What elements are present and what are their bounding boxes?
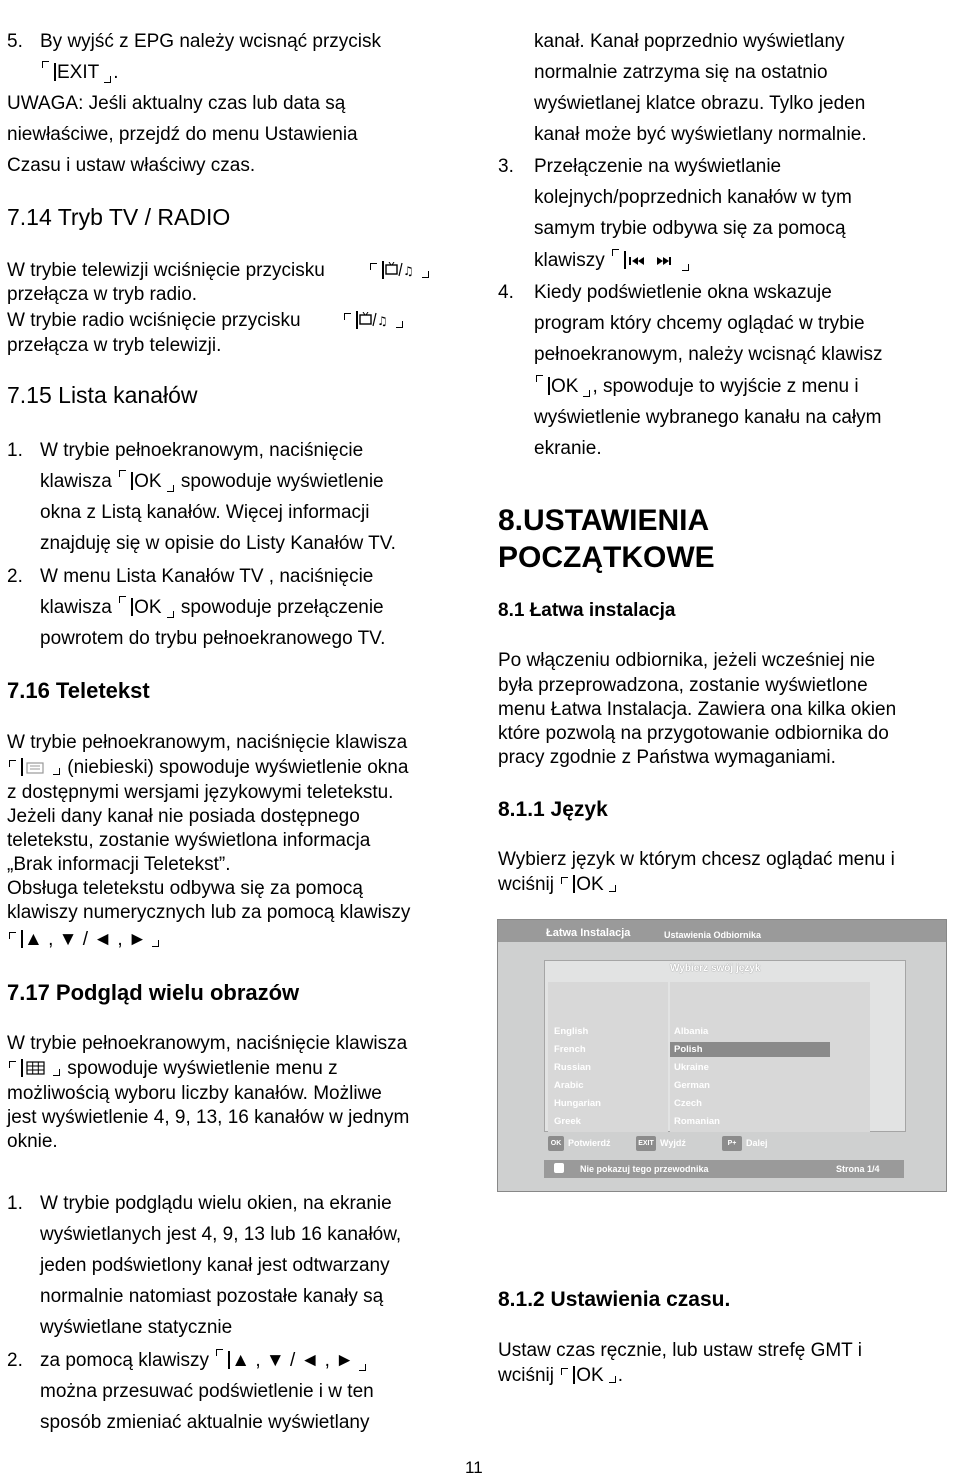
- paragraph-line: jest wyświetlenie 4, 9, 13, 16 kanałów w jednym: [7, 1107, 410, 1128]
- page-indicator: Strona 1/4: [836, 1164, 880, 1174]
- paragraph-line: oknie.: [7, 1131, 58, 1152]
- screenshot-title: Łatwa Instalacja: [546, 927, 631, 939]
- paragraph-line: program który chcemy oglądać w trybie: [534, 313, 865, 334]
- language-item-selected[interactable]: Polish: [674, 1044, 703, 1055]
- paragraph-line: spowoduje wyświetlenie menu z: [7, 1057, 338, 1081]
- teletext-key-icon: [7, 756, 62, 780]
- footer-text: Nie pokazuj tego przewodnika: [580, 1164, 709, 1174]
- tv-radio-key-icon: [342, 309, 405, 333]
- paragraph-line: wciśnij OK: [498, 873, 618, 897]
- paragraph-line: menu Łatwa Instalacja. Zawiera ona kilka okien: [498, 699, 897, 720]
- grid-key-icon: [7, 1057, 62, 1081]
- paragraph-line: OK , spowoduje to wyjście z menu i: [534, 371, 859, 402]
- arrow-keys: ▲ , ▼ / ◄ , ►: [7, 928, 161, 952]
- paragraph-line: Jeżeli dany kanał nie posiada dostępnego: [7, 806, 360, 827]
- language-item[interactable]: French: [554, 1044, 586, 1055]
- item-number: 1.: [7, 440, 23, 461]
- paragraph-line: wyświetlane statycznie: [40, 1317, 233, 1338]
- paragraph-line: „Brak informacji Teletekst”.: [7, 854, 231, 875]
- chapter-heading: POCZĄTKOWE: [498, 541, 715, 574]
- paragraph-line: klawisza OK spowoduje przełączenie: [40, 592, 384, 623]
- language-item[interactable]: Romanian: [674, 1116, 720, 1127]
- paragraph-line: klawisza OK spowoduje wyświetlenie: [40, 466, 384, 497]
- paragraph-line: ekranie.: [534, 438, 602, 459]
- ok-key-icon: OK: [534, 371, 592, 402]
- paragraph-line: Obsługa teletekstu odbywa się za pomocą: [7, 878, 363, 899]
- paragraph-line: pracy zgodnie z Państwa wymaganiami.: [498, 747, 836, 768]
- paragraph-line: normalnie zatrzyma się na ostatnio: [534, 62, 828, 83]
- paragraph-line: przełącza w tryb telewizji.: [7, 335, 222, 356]
- paragraph-line: kanał może być wyświetlany normalnie.: [534, 124, 867, 145]
- panel-header: Wybierz swój język: [670, 963, 761, 974]
- ok-key-icon: OK: [117, 466, 175, 497]
- chapter-heading: 8.USTAWIENIA: [498, 504, 710, 537]
- paragraph-line: wyświetlanej klatce obrazu. Tylko jeden: [534, 93, 866, 114]
- language-item[interactable]: Czech: [674, 1098, 702, 1109]
- section-heading: 7.14 Tryb TV / RADIO: [7, 204, 231, 230]
- warning-line: niewłaściwe, przejdź do menu Ustawienia: [7, 124, 358, 145]
- section-heading: 8.1.2 Ustawienia czasu.: [498, 1288, 731, 1311]
- item-number: 2.: [7, 1350, 23, 1371]
- paragraph-line: wyświetlanych jest 4, 9, 13 lub 16 kanałów,: [40, 1224, 402, 1245]
- paragraph-line: była przeprowadzona, zostanie wyświetlone: [498, 675, 868, 696]
- language-item[interactable]: Albania: [674, 1026, 709, 1037]
- item-number: 2.: [7, 566, 23, 587]
- paragraph-line: kolejnych/poprzednich kanałów w tym: [534, 187, 852, 208]
- next-button[interactable]: P+: [722, 1136, 742, 1151]
- ok-button[interactable]: OK: [548, 1136, 564, 1151]
- section-heading: 7.16 Teletekst: [7, 678, 150, 703]
- page-number: 11: [465, 1458, 483, 1477]
- screenshot-subtitle: Ustawienia Odbiornika: [664, 930, 762, 940]
- ok-button-label: Potwierdź: [568, 1138, 611, 1148]
- screenshot-footer: [544, 1160, 904, 1178]
- paragraph-line: Kiedy podświetlenie okna wskazuje: [534, 282, 832, 303]
- paragraph-line: samym trybie odbywa się za pomocą: [534, 218, 846, 239]
- ok-key-icon: OK: [117, 592, 175, 623]
- item-number: 3.: [498, 156, 514, 177]
- item-number: 1.: [7, 1193, 23, 1214]
- paragraph-line: W trybie radio wciśnięcie przycisku: [7, 310, 301, 331]
- paragraph-line: (niebieski) spowoduje wyświetlenie okna: [7, 756, 408, 780]
- paragraph-line: klawiszy numerycznych lub za pomocą klawiszy: [7, 902, 411, 923]
- next-button-label: Dalej: [746, 1138, 768, 1148]
- checkbox-icon[interactable]: [554, 1163, 564, 1173]
- paragraph-line: Po włączeniu odbiornika, jeżeli wcześniej nie: [498, 650, 876, 671]
- paragraph-line: przełącza w tryb radio.: [7, 284, 198, 305]
- language-list-left: [548, 982, 668, 1132]
- section-heading: 8.1 Łatwa instalacja: [498, 600, 676, 621]
- language-item[interactable]: Ukraine: [674, 1062, 709, 1073]
- language-item[interactable]: Arabic: [554, 1080, 584, 1091]
- paragraph-line: Wybierz język w którym chcesz oglądać menu i: [498, 849, 895, 870]
- paragraph-line: powrotem do trybu pełnoekranowego TV.: [40, 628, 386, 649]
- paragraph-line: można przesuwać podświetlenie i w ten: [40, 1381, 374, 1402]
- paragraph-line: klawiszy: [534, 245, 691, 276]
- key-label: EXIT .: [40, 57, 119, 88]
- ok-key-icon: OK: [559, 873, 617, 897]
- paragraph-line: W trybie pełnoekranowym, naciśnięcie: [40, 440, 364, 461]
- paragraph-line: Przełączenie na wyświetlanie: [534, 156, 782, 177]
- paragraph-line: W trybie pełnoekranowym, naciśnięcie klawisza: [7, 732, 408, 753]
- paragraph-line: jeden podświetlony kanał jest odtwarzany: [40, 1255, 390, 1276]
- paragraph-line: pełnoekranowym, należy wcisnąć klawisz: [534, 344, 883, 365]
- paragraph-line: Ustaw czas ręcznie, lub ustaw strefę GMT i: [498, 1340, 862, 1361]
- paragraph-line: teletekstu, zostanie wyświetlona informacja: [7, 830, 371, 851]
- warning-line: Czasu i ustaw właściwy czas.: [7, 155, 256, 176]
- section-heading: 7.17 Podgląd wielu obrazów: [7, 980, 300, 1005]
- paragraph-line: W trybie telewizji wciśnięcie przycisku: [7, 260, 325, 281]
- exit-button[interactable]: EXIT: [636, 1136, 656, 1151]
- paragraph-line: okna z Listą kanałów. Więcej informacji: [40, 502, 370, 523]
- svg-text:♫: ♫: [403, 264, 414, 278]
- language-list-right: [670, 982, 870, 1132]
- paragraph-line: W trybie podglądu wielu okien, na ekranie: [40, 1193, 392, 1214]
- item-number: 5.: [7, 31, 23, 52]
- section-heading: 8.1.1 Język: [498, 798, 608, 821]
- language-item[interactable]: English: [554, 1026, 589, 1037]
- item-number: 4.: [498, 282, 514, 303]
- paragraph-line: By wyjść z EPG należy wcisnąć przycisk: [40, 31, 382, 52]
- paragraph-line: kanał. Kanał poprzednio wyświetlany: [534, 31, 845, 52]
- tv-radio-key-icon: [368, 259, 431, 283]
- paragraph-line: sposób zmieniać aktualnie wyświetlany: [40, 1412, 370, 1433]
- svg-text:♫: ♫: [377, 314, 388, 328]
- paragraph-line: możliwością wyboru liczby kanałów. Możliwe: [7, 1083, 382, 1104]
- button-row: [544, 1136, 864, 1154]
- language-item[interactable]: Russian: [554, 1062, 591, 1073]
- paragraph-line: wyświetlenie wybranego kanału na całym: [534, 407, 882, 428]
- paragraph-line: które pozwolą na przygotowanie odbiornika do: [498, 723, 889, 744]
- section-heading: 7.15 Lista kanałów: [7, 382, 198, 408]
- language-item[interactable]: German: [674, 1080, 710, 1091]
- warning-line: UWAGA: Jeśli aktualny czas lub data są: [7, 93, 346, 114]
- language-item[interactable]: Greek: [554, 1116, 581, 1127]
- paragraph-line: W trybie pełnoekranowym, naciśnięcie klawisza: [7, 1033, 408, 1054]
- paragraph-line: normalnie natomiast pozostałe kanały są: [40, 1286, 384, 1307]
- language-item[interactable]: Hungarian: [554, 1098, 601, 1109]
- exit-button-label: Wyjdź: [660, 1138, 686, 1148]
- paragraph-line: z dostępnymi wersjami językowymi teletekstu.: [7, 782, 394, 803]
- paragraph-line: za pomocą klawiszy ▲ , ▼ / ◄ , ►: [40, 1345, 368, 1376]
- paragraph-line: W menu Lista Kanałów TV , naciśnięcie: [40, 566, 374, 587]
- paragraph-line: znajduję się w opisie do Listy Kanałów TV.: [40, 533, 396, 554]
- ok-key-icon: OK: [559, 1364, 617, 1388]
- language-setup-screenshot: [497, 919, 947, 1192]
- prev-next-key-icon: [610, 245, 691, 276]
- paragraph-line: wciśnij OK .: [498, 1365, 623, 1386]
